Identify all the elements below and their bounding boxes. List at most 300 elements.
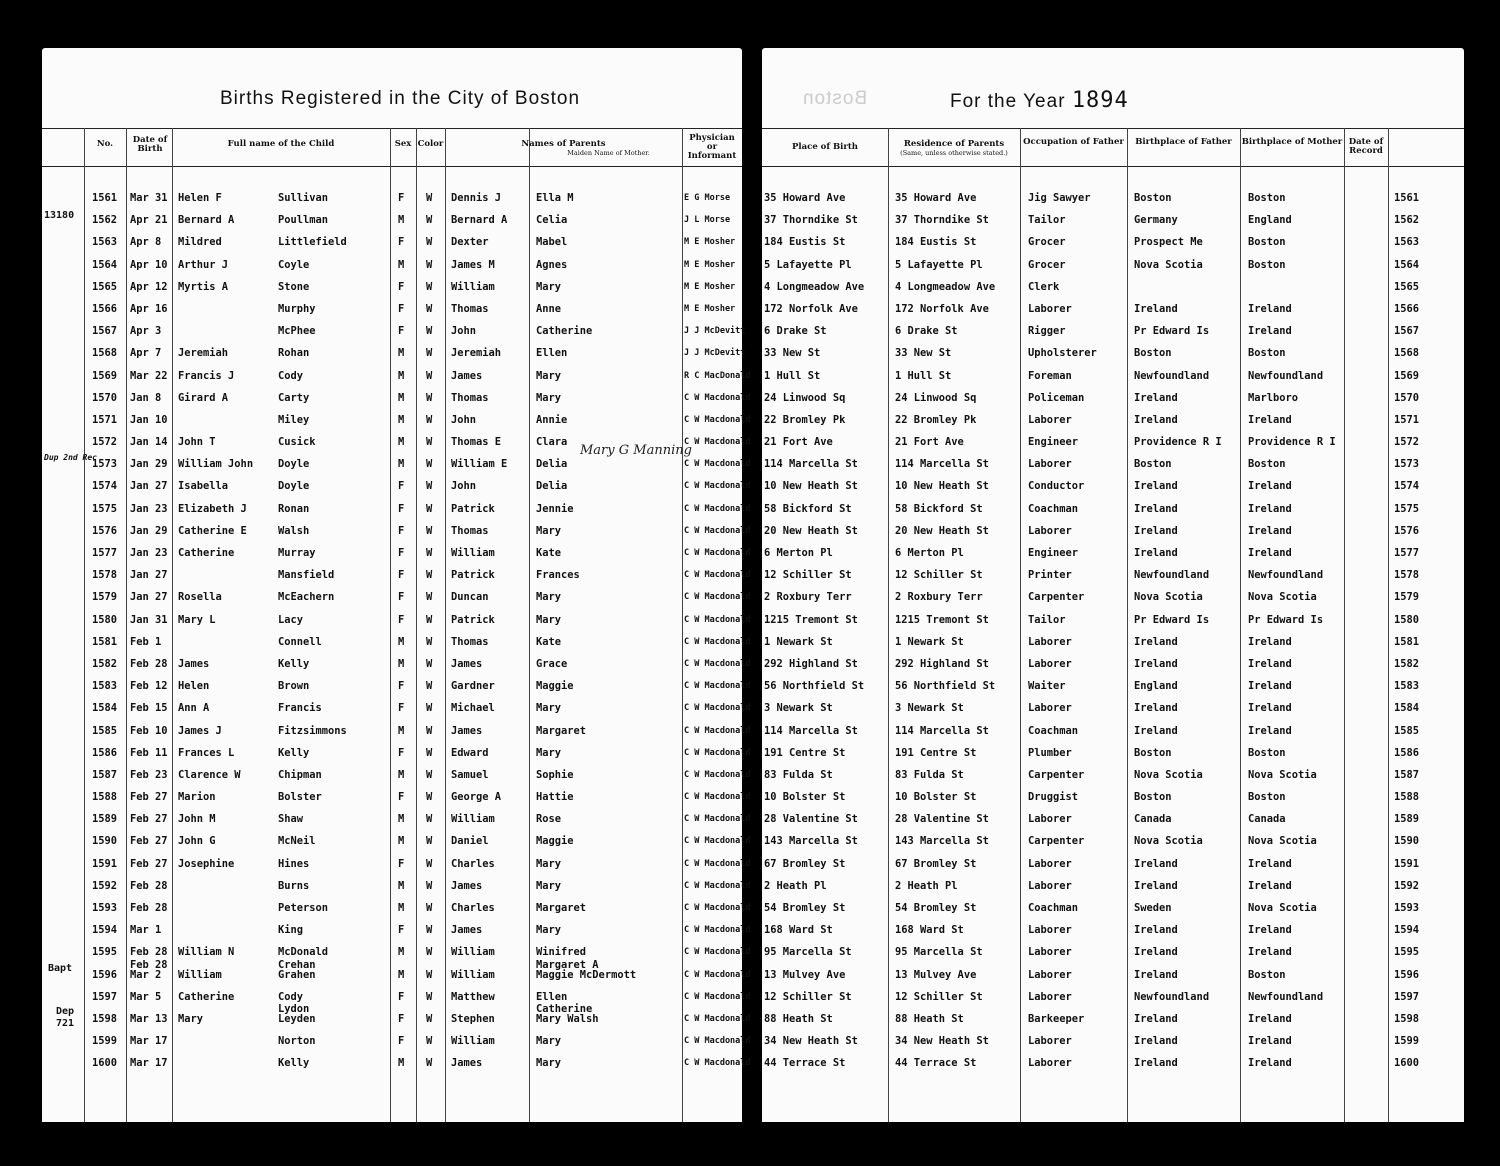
table-row	[42, 520, 751, 542]
place-of-birth: 56 Northfield St	[764, 680, 865, 693]
mother-name: Frances	[536, 569, 580, 582]
birthplace-father: Ireland	[1134, 502, 1178, 515]
occupation: Laborer	[1028, 813, 1072, 826]
occupation: Laborer	[1028, 702, 1072, 715]
residence: 20 New Heath St	[895, 524, 989, 537]
color: W	[426, 857, 433, 870]
table-row	[42, 1052, 751, 1074]
surname: Walsh	[278, 524, 310, 537]
residence: 24 Linwood Sq	[895, 391, 977, 404]
occupation: Coachman	[1028, 502, 1079, 515]
color: W	[426, 214, 433, 227]
birthplace-mother: Nova Scotia	[1248, 835, 1317, 848]
father-name: William	[451, 1035, 495, 1048]
mother-name: Annie	[536, 413, 568, 426]
birth-date: Apr 8	[130, 236, 162, 249]
birth-date: Apr 21	[130, 214, 168, 227]
header-date: Date of Birth	[132, 135, 168, 154]
color: W	[426, 258, 433, 271]
color: W	[426, 791, 433, 804]
residence: 114 Marcella St	[895, 724, 989, 737]
given-name: Mary	[178, 1012, 204, 1025]
birthplace-father: Boston	[1134, 347, 1172, 360]
sex: M	[398, 258, 405, 271]
birthplace-mother: Boston	[1248, 746, 1286, 759]
surname: McNeil	[278, 835, 316, 848]
father-name: William	[451, 547, 495, 559]
record-number: 1599	[1394, 1035, 1420, 1048]
record-number: 1580	[1394, 613, 1420, 626]
birthplace-father: Ireland	[1134, 635, 1178, 648]
birthplace-father: Boston	[1134, 192, 1172, 204]
physician: C W Macdonald	[684, 858, 751, 869]
father-name: Matthew	[451, 990, 495, 1003]
father-name: James M	[451, 258, 495, 271]
residence: 22 Bromley Pk	[895, 413, 977, 426]
given-name: Catherine E	[178, 524, 247, 537]
birthplace-father: Ireland	[1134, 391, 1178, 404]
record-number: 1572	[1394, 436, 1420, 449]
correction-text: Feb 28	[130, 958, 168, 971]
residence: 10 New Heath St	[895, 480, 989, 493]
table-row	[762, 209, 1464, 231]
given-name: Myrtis A	[178, 280, 229, 293]
table-row	[42, 830, 751, 852]
table-row	[762, 365, 1464, 387]
occupation: Grocer	[1028, 258, 1066, 271]
record-number: 1564	[1394, 258, 1420, 271]
residence: 28 Valentine St	[895, 813, 989, 826]
birthplace-father: Ireland	[1134, 547, 1178, 559]
given-name: Jeremiah	[178, 347, 229, 360]
residence: 5 Lafayette Pl	[895, 258, 983, 271]
color: W	[426, 657, 433, 670]
table-row	[762, 586, 1464, 608]
table-row	[42, 409, 751, 431]
mother-name: Grace	[536, 657, 568, 670]
birthplace-father: Germany	[1134, 214, 1178, 227]
occupation: Laborer	[1028, 657, 1072, 670]
color: W	[426, 1057, 433, 1070]
header-record: Date of Record	[1348, 137, 1384, 156]
entry-number: 1599	[92, 1035, 118, 1048]
header-residence-label: Residence of Parents	[903, 139, 1005, 149]
record-number: 1593	[1394, 902, 1420, 914]
surname: Kelly	[278, 746, 310, 759]
entry-number: 1586	[92, 746, 118, 759]
table-row	[42, 475, 751, 497]
mother-name: Mary	[536, 591, 562, 604]
physician: C W Macdonald	[684, 481, 751, 492]
right-title-year: 1894	[1071, 88, 1129, 113]
entry-number: 1572	[92, 436, 118, 449]
record-number: 1594	[1394, 924, 1420, 937]
color: W	[426, 436, 433, 449]
table-row	[762, 853, 1464, 875]
table-row	[762, 609, 1464, 631]
place-of-birth: 1215 Tremont St	[764, 613, 858, 626]
birth-date: Feb 28	[130, 902, 168, 914]
entry-number: 1580	[92, 613, 118, 626]
header-bottom-rule	[42, 166, 742, 167]
color: W	[426, 768, 433, 781]
surname: Lacy	[278, 613, 304, 626]
sex: M	[398, 902, 405, 914]
father-name: John	[451, 325, 477, 338]
color: W	[426, 946, 433, 959]
record-number: 1600	[1394, 1057, 1420, 1070]
mother-name: Celia	[536, 214, 568, 227]
birthplace-mother: Nova Scotia	[1248, 902, 1317, 914]
place-of-birth: 58 Bickford St	[764, 502, 852, 515]
father-name: Charles	[451, 902, 495, 914]
record-number: 1571	[1394, 413, 1420, 426]
residence: 1 Hull St	[895, 369, 952, 382]
record-number: 1561	[1394, 192, 1420, 204]
residence: 56 Northfield St	[895, 680, 996, 693]
place-of-birth: 4 Longmeadow Ave	[764, 280, 865, 293]
color: W	[426, 924, 433, 937]
table-row	[42, 631, 751, 653]
record-number: 1583	[1394, 680, 1420, 693]
birth-date: Feb 27	[130, 857, 168, 870]
birthplace-father: Ireland	[1134, 702, 1178, 715]
mother-name: Mary	[536, 613, 562, 626]
mother-name: Mary	[536, 924, 562, 937]
color: W	[426, 236, 433, 249]
birthplace-father: Ireland	[1134, 657, 1178, 670]
surname: Ronan	[278, 502, 310, 515]
surname: Rohan	[278, 347, 310, 360]
sex: M	[398, 347, 405, 360]
place-of-birth: 88 Heath St	[764, 1012, 833, 1025]
table-row	[762, 254, 1464, 276]
sex: F	[398, 524, 405, 537]
physician: M E Mosher	[684, 237, 736, 248]
entry-number: 1562	[92, 214, 118, 227]
table-row	[762, 631, 1464, 653]
header-place: Place of Birth	[792, 142, 858, 152]
occupation: Carpenter	[1028, 591, 1085, 604]
birthplace-mother: Nova Scotia	[1248, 768, 1317, 781]
birthplace-father: Providence R I	[1134, 436, 1222, 449]
right-register-rows	[762, 187, 1464, 1075]
birthplace-father: Ireland	[1134, 724, 1178, 737]
sex: F	[398, 1012, 405, 1025]
occupation: Laborer	[1028, 458, 1072, 471]
father-name: Charles	[451, 857, 495, 870]
physician: C W Macdonald	[684, 725, 751, 736]
entry-number: 1575	[92, 502, 118, 515]
color: W	[426, 680, 433, 693]
surname: Cusick	[278, 436, 316, 449]
place-of-birth: 3 Newark St	[764, 702, 833, 715]
sex: M	[398, 946, 405, 959]
place-of-birth: 83 Fulda St	[764, 768, 833, 781]
sex: F	[398, 236, 405, 249]
father-name: Thomas	[451, 391, 489, 404]
entry-number: 1573	[92, 458, 118, 471]
record-number: 1587	[1394, 768, 1420, 781]
father-name: James	[451, 1057, 483, 1070]
color: W	[426, 347, 433, 360]
right-page-title	[950, 88, 1129, 113]
birthplace-mother: Ireland	[1248, 879, 1292, 892]
given-name: Clarence W	[178, 768, 241, 781]
place-of-birth: 21 Fort Ave	[764, 436, 833, 449]
birthplace-mother: Ireland	[1248, 635, 1292, 648]
birth-date: Jan 23	[130, 502, 168, 515]
mother-name: Mabel	[536, 236, 568, 249]
mother-name: Rose	[536, 813, 562, 826]
birthplace-father: Ireland	[1134, 524, 1178, 537]
birthplace-mother: Boston	[1248, 968, 1286, 981]
birthplace-mother: England	[1248, 214, 1292, 227]
mother-name: Mary	[536, 702, 562, 715]
color: W	[426, 1035, 433, 1048]
physician: J J McDevitt	[684, 348, 746, 359]
occupation: Laborer	[1028, 302, 1072, 315]
physician: E G Morse	[684, 193, 731, 203]
table-row	[762, 1008, 1464, 1030]
sex: F	[398, 613, 405, 626]
residence: 6 Drake St	[895, 325, 958, 338]
entry-number: 1593	[92, 902, 118, 914]
surname: Brown	[278, 680, 310, 693]
record-number: 1576	[1394, 524, 1420, 537]
table-row	[42, 897, 751, 919]
surname: Fitzsimmons	[278, 724, 347, 737]
surname: Grahen	[278, 968, 316, 981]
entry-number: 1576	[92, 524, 118, 537]
color: W	[426, 835, 433, 848]
father-name: Michael	[451, 702, 495, 715]
occupation: Laborer	[1028, 968, 1072, 981]
occupation: Laborer	[1028, 1035, 1072, 1048]
table-row	[762, 919, 1464, 941]
father-name: Thomas E	[451, 436, 502, 449]
occupation: Waiter	[1028, 680, 1066, 693]
color: W	[426, 968, 433, 981]
physician: C W Macdonald	[684, 525, 751, 536]
surname: Kelly	[278, 1057, 310, 1070]
sex: M	[398, 1057, 405, 1070]
physician: C W Macdonald	[684, 903, 751, 913]
record-number: 1567	[1394, 325, 1420, 338]
given-name: Catherine	[178, 990, 235, 1003]
birthplace-mother: Ireland	[1248, 502, 1292, 515]
birthplace-father: Ireland	[1134, 302, 1178, 315]
color: W	[426, 413, 433, 426]
father-name: Stephen	[451, 1012, 495, 1025]
table-row	[762, 276, 1464, 298]
physician: C W Macdonald	[684, 991, 751, 1002]
sex: F	[398, 857, 405, 870]
birthplace-mother: Ireland	[1248, 924, 1292, 937]
color: W	[426, 902, 433, 914]
occupation: Laborer	[1028, 1057, 1072, 1070]
place-of-birth: 6 Merton Pl	[764, 547, 833, 559]
place-of-birth: 37 Thorndike St	[764, 214, 858, 227]
birth-date: Feb 15	[130, 702, 168, 715]
table-row	[42, 958, 751, 986]
header-occupation: Occupation of Father	[1023, 137, 1124, 147]
place-of-birth: 114 Marcella St	[764, 458, 858, 471]
residence: 184 Eustis St	[895, 236, 977, 249]
given-name: James	[178, 657, 210, 670]
surname: Connell	[278, 635, 322, 648]
place-of-birth: 34 New Heath St	[764, 1035, 858, 1048]
residence: 35 Howard Ave	[895, 192, 977, 204]
table-row	[42, 542, 751, 564]
birth-date: Jan 27	[130, 591, 168, 604]
entry-number: 1574	[92, 480, 118, 493]
sex: M	[398, 968, 405, 981]
place-of-birth: 95 Marcella St	[764, 946, 852, 959]
record-number: 1575	[1394, 502, 1420, 515]
occupation: Printer	[1028, 569, 1072, 582]
birth-date: Jan 27	[130, 569, 168, 582]
color: W	[426, 369, 433, 382]
birthplace-father: Pr Edward Is	[1134, 325, 1210, 338]
correction-text: Lydon	[278, 1002, 310, 1015]
physician: C W Macdonald	[684, 392, 751, 403]
birthplace-mother: Boston	[1248, 458, 1286, 471]
surname: Mansfield	[278, 569, 335, 582]
birth-date: Mar 22	[130, 369, 168, 382]
physician: M E Mosher	[684, 281, 736, 292]
mother-name: Sophie	[536, 768, 574, 781]
birthplace-mother: Ireland	[1248, 657, 1292, 670]
physician: C W Macdonald	[684, 681, 751, 692]
father-name: Samuel	[451, 768, 489, 781]
left-register-rows	[42, 187, 751, 1075]
mother-name: Mary	[536, 1035, 562, 1048]
record-number: 1566	[1394, 302, 1420, 315]
given-name: John G	[178, 835, 216, 848]
birthplace-father: Newfoundland	[1134, 369, 1210, 382]
record-number: 1565	[1394, 280, 1420, 293]
place-of-birth: 13 Mulvey Ave	[764, 968, 846, 981]
residence: 13 Mulvey Ave	[895, 968, 977, 981]
place-of-birth: 28 Valentine St	[764, 813, 858, 826]
surname: Miley	[278, 413, 310, 426]
physician: C W Macdonald	[684, 414, 751, 425]
given-name: Helen F	[178, 192, 222, 204]
birthplace-father: Pr Edward Is	[1134, 613, 1210, 626]
margin-dep-no: 721	[56, 1018, 75, 1029]
father-name: James	[451, 657, 483, 670]
sex: F	[398, 680, 405, 693]
father-name: Patrick	[451, 613, 495, 626]
table-row	[42, 853, 751, 875]
color: W	[426, 391, 433, 404]
physician: C W Macdonald	[684, 570, 751, 581]
occupation: Jig Sawyer	[1028, 192, 1091, 204]
entry-number: 1564	[92, 258, 118, 271]
color: W	[426, 591, 433, 604]
surname: Cody	[278, 369, 304, 382]
table-row	[42, 720, 751, 742]
table-row	[762, 786, 1464, 808]
entry-number: 1600	[92, 1057, 118, 1070]
occupation: Laborer	[1028, 635, 1072, 648]
given-name: William John	[178, 458, 254, 471]
table-row	[42, 254, 742, 276]
record-number: 1568	[1394, 347, 1420, 360]
father-name: William	[451, 280, 495, 293]
physician: C W Macdonald	[684, 1058, 751, 1069]
birth-date: Jan 23	[130, 547, 168, 559]
birthplace-mother: Ireland	[1248, 480, 1292, 493]
birthplace-father: Boston	[1134, 458, 1172, 471]
color: W	[426, 635, 433, 648]
header-sex: Sex	[394, 139, 412, 149]
place-of-birth: 168 Ward St	[764, 924, 833, 937]
birth-date: Feb 12	[130, 680, 168, 693]
entry-number: 1589	[92, 813, 118, 826]
birth-date: Feb 28	[130, 657, 168, 670]
birthplace-mother: Boston	[1248, 192, 1286, 204]
record-number: 1579	[1394, 591, 1420, 604]
mother-name: Clara	[536, 436, 568, 449]
birth-date: Mar 13	[130, 1012, 168, 1025]
record-number: 1584	[1394, 702, 1420, 715]
birth-date: Feb 10	[130, 724, 168, 737]
physician: C W Macdonald	[684, 658, 751, 669]
physician: C W Macdonald	[684, 814, 751, 825]
left-page-title: Births Registered in the City of Boston	[220, 88, 581, 109]
correction-text: Catherine	[536, 1002, 593, 1015]
place-of-birth: 33 New St	[764, 347, 821, 360]
margin-dup-note: Dup 2nd Rec	[44, 453, 97, 462]
residence: 292 Highland St	[895, 657, 989, 670]
entry-number: 1583	[92, 680, 118, 693]
occupation: Coachman	[1028, 724, 1079, 737]
table-row	[42, 586, 751, 608]
place-of-birth: 10 New Heath St	[764, 480, 858, 493]
residence: 168 Ward St	[895, 924, 964, 937]
table-row	[762, 320, 1464, 342]
given-name: William N	[178, 946, 235, 959]
sex: M	[398, 635, 405, 648]
entry-number: 1598	[92, 1012, 118, 1025]
place-of-birth: 67 Bromley St	[764, 857, 846, 870]
sex: F	[398, 547, 405, 559]
sex: F	[398, 280, 405, 293]
residence: 37 Thorndike St	[895, 214, 989, 227]
birth-date: Apr 12	[130, 280, 168, 293]
occupation: Laborer	[1028, 413, 1072, 426]
mother-name: Mary	[536, 391, 562, 404]
father-name: Daniel	[451, 835, 489, 848]
surname: Doyle	[278, 458, 310, 471]
mother-name: Mary	[536, 1057, 562, 1070]
mother-name: Ella M	[536, 192, 574, 204]
record-number: 1591	[1394, 857, 1420, 870]
color: W	[426, 502, 433, 515]
place-of-birth: 191 Centre St	[764, 746, 846, 759]
father-name: William	[451, 946, 495, 959]
given-name: Francis J	[178, 369, 235, 382]
birthplace-mother: Newfoundland	[1248, 569, 1324, 582]
place-of-birth: 24 Linwood Sq	[764, 391, 846, 404]
record-number: 1590	[1394, 835, 1420, 848]
mother-name: Margaret	[536, 902, 587, 914]
place-of-birth: 292 Highland St	[764, 657, 858, 670]
table-row	[42, 320, 746, 342]
birth-date: Feb 23	[130, 768, 168, 781]
